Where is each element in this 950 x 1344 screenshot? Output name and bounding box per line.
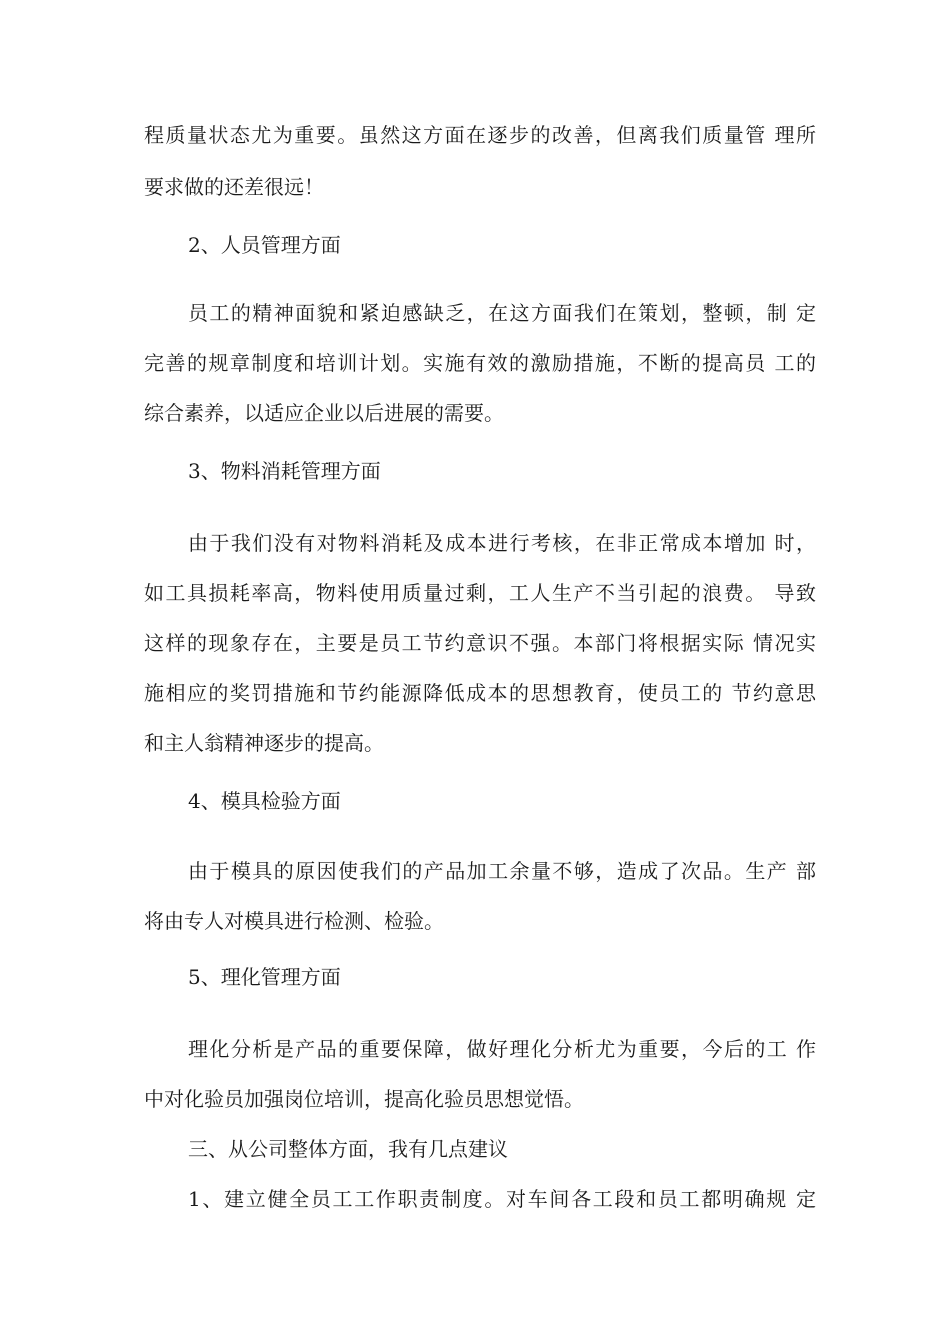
section-heading: 5、理化管理方面 <box>188 965 341 989</box>
paragraph-line: 员工的精神面貌和紧迫感缺乏，在这方面我们在策划，整顿，制 定 <box>188 301 816 325</box>
paragraph-line: 1、建立健全员工工作职责制度。对车间各工段和员工都明确规 定 <box>188 1187 816 1211</box>
section-heading: 三、从公司整体方面，我有几点建议 <box>188 1137 508 1161</box>
paragraph-line: 理化分析是产品的重要保障，做好理化分析尤为重要，今后的工 作 <box>188 1037 816 1061</box>
section-heading: 3、物料消耗管理方面 <box>188 459 381 483</box>
paragraph-line: 由于我们没有对物料消耗及成本进行考核，在非正常成本增加 时， <box>188 531 816 555</box>
paragraph-line: 这样的现象存在，主要是员工节约意识不强。本部门将根据实际 情况实 <box>144 631 816 655</box>
paragraph-line: 中对化验员加强岗位培训，提高化验员思想觉悟。 <box>144 1087 584 1111</box>
paragraph-line: 如工具损耗率高，物料使用质量过剩，工人生产不当引起的浪费。 导致 <box>144 581 816 605</box>
section-heading: 4、模具检验方面 <box>188 789 341 813</box>
paragraph-line: 将由专人对模具进行检测、检验。 <box>144 909 444 933</box>
paragraph-line: 完善的规章制度和培训计划。实施有效的激励措施，不断的提高员 工的 <box>144 351 816 375</box>
section-heading: 2、人员管理方面 <box>188 233 341 257</box>
paragraph-line: 程质量状态尤为重要。虽然这方面在逐步的改善，但离我们质量管 理所 <box>144 123 816 147</box>
paragraph-line: 综合素养，以适应企业以后进展的需要。 <box>144 401 504 425</box>
paragraph-line: 和主人翁精神逐步的提高。 <box>144 731 384 755</box>
paragraph-line: 要求做的还差很远！ <box>144 175 324 199</box>
paragraph-line: 施相应的奖罚措施和节约能源降低成本的思想教育，使员工的 节约意思 <box>144 681 816 705</box>
paragraph-line: 由于模具的原因使我们的产品加工余量不够，造成了次品。生产 部 <box>188 859 816 883</box>
